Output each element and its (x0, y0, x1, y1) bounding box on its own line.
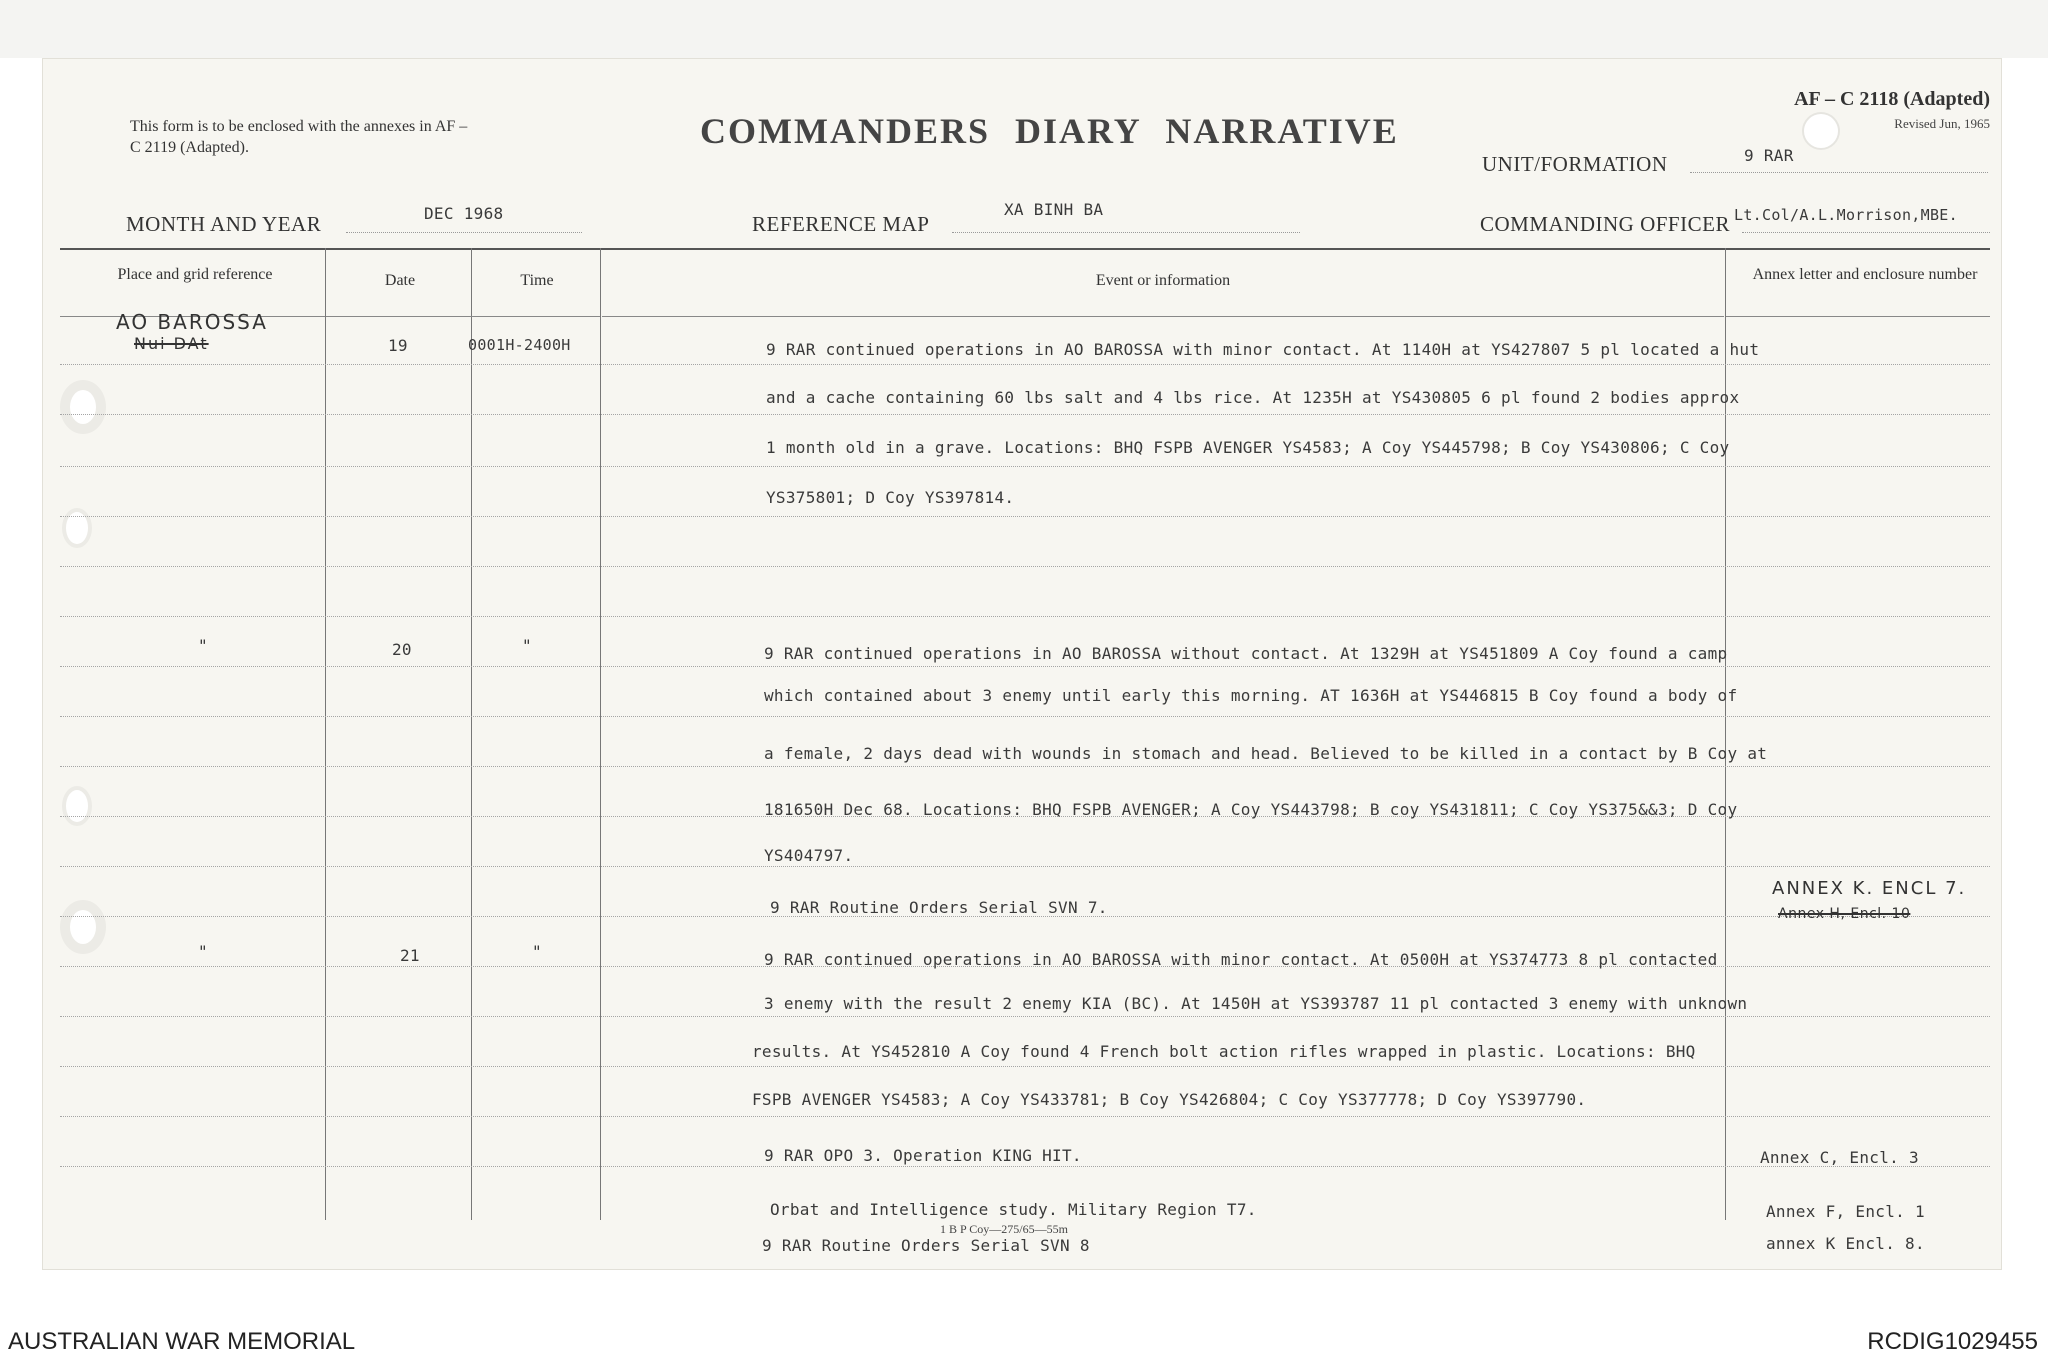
date-19: 19 (388, 336, 408, 355)
column-divider (600, 248, 601, 1220)
diary-form-sheet (42, 58, 2002, 1270)
table-top-rule (60, 248, 1990, 250)
column-header-annex: Annex letter and enclosure number (1752, 266, 1978, 283)
printer-mark: 1 B P Coy—275/65—55m (940, 1222, 1068, 1236)
annex-struck-out: Annex H, Encl. 10 (1778, 906, 1911, 922)
annex-handwritten: ANNEX K. ENCL 7. (1772, 878, 1967, 899)
event-line: 9 RAR continued operations in AO BAROSSA with minor contact. At 0500H at YS374773 8 pl contacted (764, 950, 1718, 969)
event-line: 1 month old in a grave. Locations: BHQ FSPB AVENGER YS4583; A Coy YS445798; B Coy YS430806; C Coy (766, 438, 1730, 457)
reference-map-label: REFERENCE MAP (752, 212, 930, 236)
commanding-officer-label: COMMANDING OFFICER (1480, 212, 1730, 236)
event-line: YS375801; D Coy YS397814. (766, 488, 1015, 507)
time-19: 0001H-2400H (468, 336, 571, 354)
ditto-mark: " (198, 942, 208, 961)
routine-orders-8: 9 RAR Routine Orders Serial SVN 8 (762, 1236, 1090, 1255)
commanding-officer-value: Lt.Col/A.L.Morrison,MBE. (1734, 206, 1958, 224)
month-year-value: DEC 1968 (424, 204, 504, 223)
archive-id: RCDIG1029455 (1867, 1328, 2038, 1355)
place-handwritten: AO BAROSSA (116, 310, 268, 334)
event-line: results. At YS452810 A Coy found 4 French bolt action rifles wrapped in plastic. Locations: BHQ (752, 1042, 1696, 1061)
annex-f-encl-1: Annex F, Encl. 1 (1766, 1202, 1925, 1221)
reference-map-value: XA BINH BA (1004, 200, 1104, 219)
unit-label: UNIT/FORMATION (1482, 152, 1668, 176)
form-title: COMMANDERS DIARY NARRATIVE (700, 111, 1399, 151)
punch-hole (70, 390, 96, 424)
event-line: 3 enemy with the result 2 enemy KIA (BC). At 1450H at YS393787 11 pl contacted 3 enemy with unknown (764, 994, 1748, 1013)
month-year-label: MONTH AND YEAR (126, 212, 322, 236)
date-20: 20 (392, 640, 412, 659)
column-header-event: Event or information (1095, 272, 1231, 289)
instruction-note: This form is to be enclosed with the annexes in AF – C 2119 (Adapted). (130, 118, 468, 156)
column-header-date: Date (384, 272, 416, 289)
event-line: a female, 2 days dead with wounds in stomach and head. Believed to be killed in a contact by B Coy at (764, 744, 1768, 763)
place-struck-out: Nui DAt (134, 334, 209, 353)
event-line: YS404797. (764, 846, 854, 865)
archive-credit: AUSTRALIAN WAR MEMORIAL (8, 1328, 356, 1355)
form-code: AF – C 2118 (Adapted) (1794, 88, 1990, 110)
annex-k-encl-8: annex K Encl. 8. (1766, 1234, 1925, 1253)
operation-order: 9 RAR OPO 3. Operation KING HIT. (764, 1146, 1082, 1165)
unit-value: 9 RAR (1744, 146, 1794, 165)
ditto-mark: " (532, 942, 542, 961)
event-line: 9 RAR continued operations in AO BAROSSA without contact. At 1329H at YS451809 A Coy found a camp (764, 644, 1728, 663)
scan-background (0, 0, 2048, 58)
column-header-place: Place and grid reference (117, 266, 273, 283)
event-line: and a cache containing 60 lbs salt and 4 lbs rice. At 1235H at YS430805 6 pl found 2 bodies approx (766, 388, 1740, 407)
event-line: FSPB AVENGER YS4583; A Coy YS433781; B Coy YS426804; C Coy YS377778; D Coy YS397790. (752, 1090, 1587, 1109)
event-line: which contained about 3 enemy until early this morning. AT 1636H at YS446815 B Coy found a body of (764, 686, 1738, 705)
revision-date: Revised Jun, 1965 (1894, 116, 1990, 131)
punch-hole (66, 790, 88, 822)
date-21: 21 (400, 946, 420, 965)
ditto-mark: " (522, 636, 532, 655)
event-line: 9 RAR continued operations in AO BAROSSA with minor contact. At 1140H at YS427807 5 pl located a hut (766, 340, 1760, 359)
event-line: 181650H Dec 68. Locations: BHQ FSPB AVENGER; A Coy YS443798; B coy YS431811; C Coy YS375&&3; D Coy (764, 800, 1738, 819)
routine-orders-7: 9 RAR Routine Orders Serial SVN 7. (770, 898, 1108, 917)
orbat-study: Orbat and Intelligence study. Military Region T7. (770, 1200, 1257, 1219)
annex-c-encl-3: Annex C, Encl. 3 (1760, 1148, 1919, 1167)
column-divider (471, 248, 472, 1220)
column-header-time: Time (520, 272, 554, 289)
column-divider (325, 248, 326, 1220)
ditto-mark: " (198, 636, 208, 655)
